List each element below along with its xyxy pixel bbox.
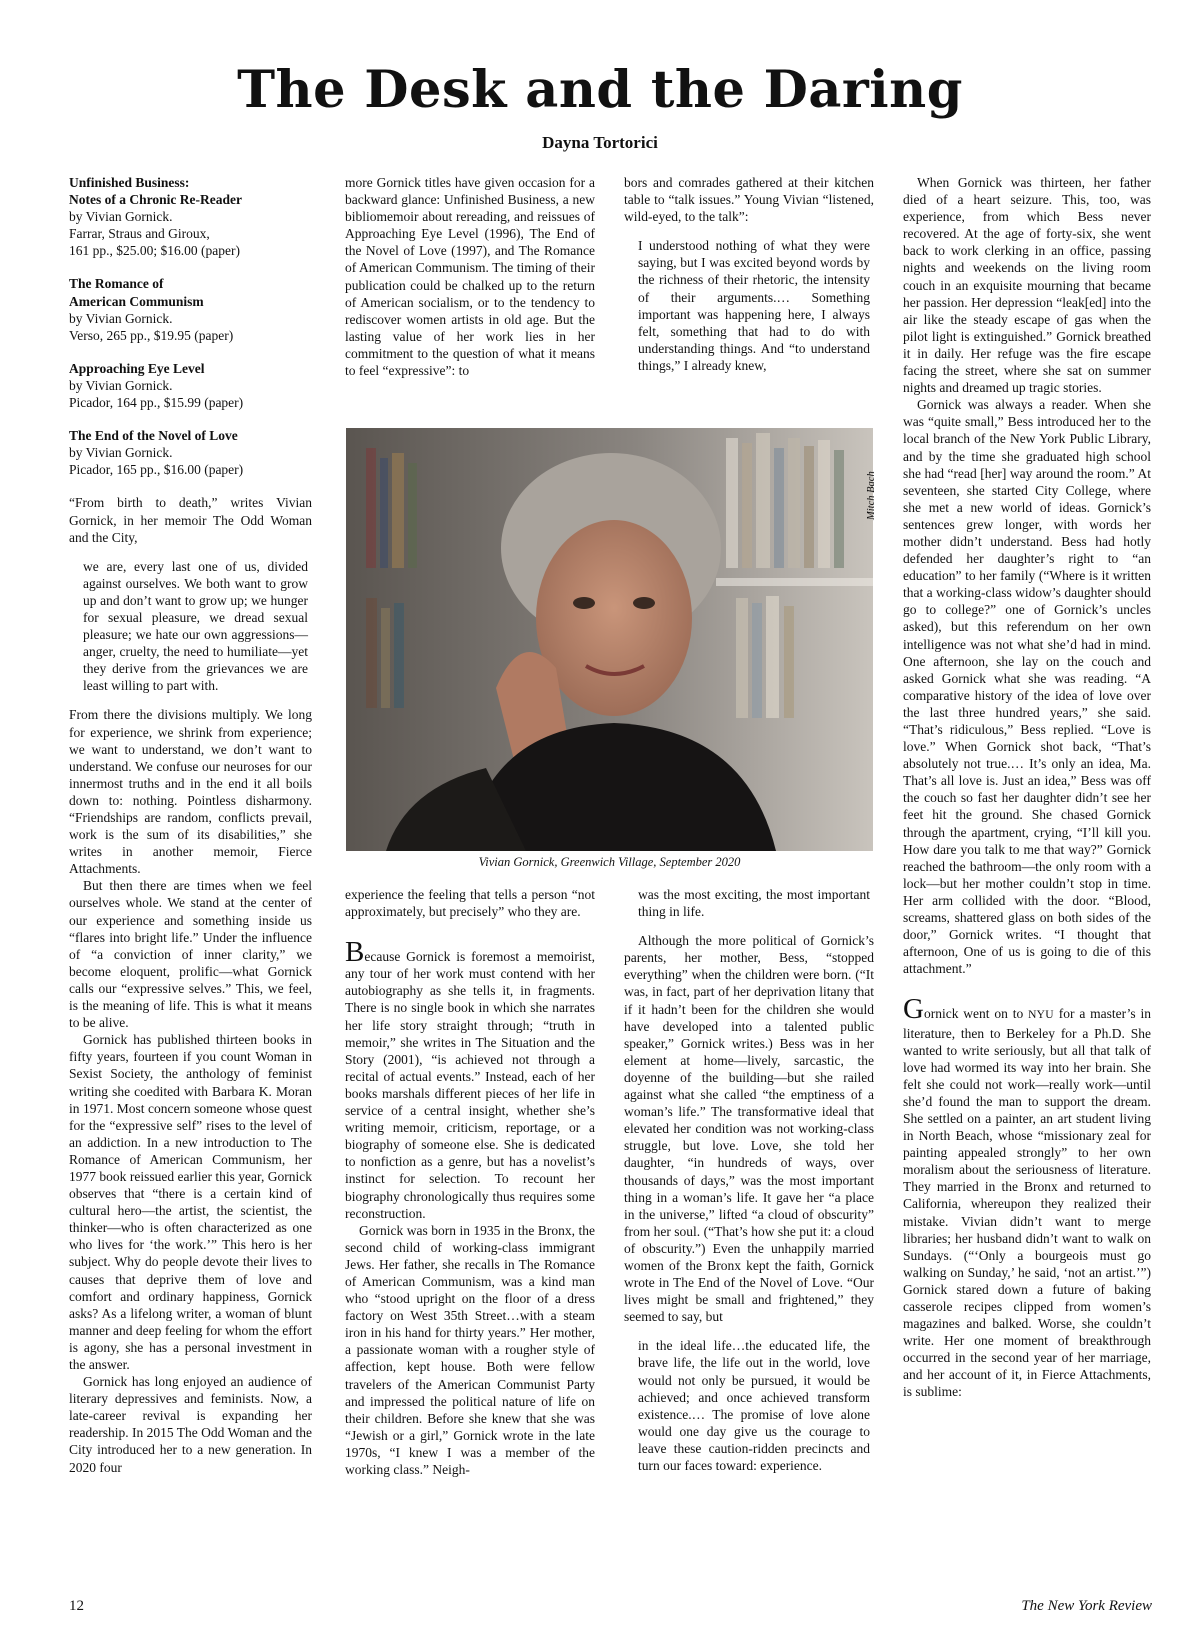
article-title: The Desk and the Daring bbox=[237, 60, 963, 120]
book-title: The End of the Novel of Love bbox=[69, 428, 238, 444]
column-2-top bbox=[345, 174, 595, 379]
book-details: 161 pp., $25.00; $16.00 (paper) bbox=[69, 243, 240, 259]
paragraph: When Gornick was thirteen, her father died of a heart seizure. This, too, was experience, from which Bess never recovered. At the age of forty-six, she went back to work clerking in an office, passing nights and weekends on the living room couch in an exquisite mourning that became her passion. Her depression “leak[ed] into the air like the steady escape of gas when the pilot light is extinguished.” Gornick breathed it in daily. Her refuge was the fire escape facing the street, where she sat on summer nights and dreamed up tragic stories. bbox=[903, 175, 1151, 396]
photo-credit: Mitch Bach bbox=[866, 471, 877, 520]
paragraph: experience the feeling that tells a person “not approximately, but precisely” who they are. bbox=[345, 887, 595, 920]
drop-cap: B bbox=[345, 936, 365, 969]
paragraph-with-dropcap bbox=[345, 936, 595, 1222]
block-quote: in the ideal life…the educated life, the brave life, the life out in the world, love would not only be pursued, it would be achieved; and once achieved transform existence.… The promise of love alone would one day give us the courage to leave these caution-ridden precincts and turn our faces toward: experience. bbox=[638, 1338, 870, 1473]
column-3-bottom bbox=[624, 886, 874, 1486]
book-subtitle: Notes of a Chronic Re-Reader bbox=[69, 192, 242, 208]
small-caps-text: NYU bbox=[1028, 1009, 1054, 1022]
paragraph-text: ornick went on to bbox=[923, 1006, 1029, 1022]
column-4 bbox=[903, 174, 1151, 1401]
portrait-illustration bbox=[346, 428, 873, 851]
paragraph: Gornick was born in 1935 in the Bronx, the second child of working-class immigrant Jews. Her father, she recalls in The Romance of American Communism, was a kind man who “stood upright on the floor of a dress factory on West 35th Street…with a steam iron in his hand for thirty years.” Her mother, a passionate woman with a rougher style of affection, kept house. Both were fellow travelers of the American Communist Party and impressed the political nature of life on their children. Before she knew that she was “Jewish or a girl,” Gornick wrote in the late 1970s, “I knew I was a member of the working class.” Neigh- bbox=[345, 1222, 595, 1477]
book-author: by Vivian Gornick. bbox=[69, 310, 173, 326]
book-details: Picador, 165 pp., $16.00 (paper) bbox=[69, 462, 244, 478]
journal-name: The New York Review bbox=[1021, 1598, 1152, 1614]
book-author: by Vivian Gornick. bbox=[69, 377, 173, 393]
paragraph: “From birth to death,” writes Vivian Gornick, in her memoir The Odd Woman and the City, bbox=[69, 495, 312, 545]
book-author: by Vivian Gornick. bbox=[69, 209, 173, 225]
author-photo bbox=[346, 428, 873, 851]
column-2-bottom bbox=[345, 886, 595, 1478]
article-author: Dayna Tortorici bbox=[542, 133, 658, 152]
paragraph: But then there are times when we feel ourselves whole. We stand at the center of our experience and something inside us “flares into bright life.” Under the influence of “a conviction of inner clarity,” we become eloquent, prolific—what Gornick calls our “expressive selves.” This, we feel, is the meaning of life. This is what it means to be alive. bbox=[69, 878, 312, 1031]
column-3-top bbox=[624, 174, 874, 386]
book-author: by Vivian Gornick. bbox=[69, 445, 173, 461]
paragraph: Gornick has published thirteen books in fifty years, fourteen if you count Woman in Sexist Society, the anthology of feminist writing she coedited with Barbara K. Moran in 1971. Most concern someone whose quest for the “expressive self” rises to the level of an addiction. In a new introduction to The Romance of American Communism, her 1977 book reissued earlier this year, Gornick observes that “there is a certain kind of cultural hero—the artist, the scientist, the thinker—who is often characterized as one who lives for ‘the work.’” This hero is her subject. Why do people devote their lives to causes that deprive them of love and comfort and ordinary happiness, Gornick asks? As a lifelong writer, a woman of blunt manner and deep feeling for whom the effort is agony, she has a personal investment in the answer. bbox=[69, 1032, 312, 1372]
page-number: 12 bbox=[69, 1598, 84, 1614]
book-publisher: Farrar, Straus and Giroux, bbox=[69, 226, 210, 242]
book-details: Picador, 164 pp., $15.99 (paper) bbox=[69, 395, 244, 411]
paragraph: Gornick has long enjoyed an audience of literary depressives and feminists. Now, a late-career revival is expanding her readership. In 2015 The Odd Woman and the City introduced her to a new generation. In 2020 four bbox=[69, 1374, 312, 1475]
book-listing bbox=[69, 275, 312, 343]
book-title: The Romance of bbox=[69, 276, 164, 292]
photo-caption: Vivian Gornick, Greenwich Village, September 2020 bbox=[478, 855, 741, 869]
book-title: Unfinished Business: bbox=[69, 175, 190, 190]
block-quote: we are, every last one of us, divided against ourselves. We both want to grow up and don’t want to grow up; we hunger for sexual pleasure, we dread sexual pleasure; we hate our own aggressions—anger, cruelty, the need to humiliate—yet they derive from the grievances we are least willing to part with. bbox=[83, 558, 308, 694]
paragraph: bors and comrades gathered at their kitchen table to “talk issues.” Young Vivian “listened, wild-eyed, to the talk”: bbox=[624, 175, 874, 225]
book-listing bbox=[69, 427, 312, 478]
book-listing bbox=[69, 174, 312, 259]
book-title: Approaching Eye Level bbox=[69, 360, 205, 376]
book-title-line2: American Communism bbox=[69, 293, 204, 309]
paragraph: Gornick was always a reader. When she was “quite small,” Bess introduced her to the local branch of the New York Public Library, and by the time she graduated high school she had “read [her] way around the room.” At seventeen, she started City College, where she met a new world of ideas. Gornick’s sentences grew longer, with words her mother didn’t understand. Bess had hotly defended her daughter’s right to “an education” to her family (“Where is it written that a working-class widow’s daughter should go to college?” one of Gornick’s uncles asked), but this referendum on her own intelligence was not what she’d had in mind. One afternoon, she lay on the couch and asked Gornick what she was reading. “A comparative history of the idea of love over the last three hundred years,” she said. “That’s ridiculous,” Bess replied. “Love is love.” When Gornick shot back, “That’s absolutely not true.… It’s only an idea, Ma. That’s all love is. Just an idea,” Bess was off the couch so fast her daughter didn’t see her feet hit the ground. She chased Gornick through the apartment, crying, “I’ll kill you. How dare you talk to me that way?” Gornick reached the bathroom—the only room with a lock—but her mother couldn’t stop in time. Her arm collided with the door. “Blood, screams, shattered glass on both sides of the door,” Gornick writes. “I thought that afternoon, One of us is going to die of this attachment.” bbox=[903, 397, 1151, 977]
book-details: Verso, 265 pp., $19.95 (paper) bbox=[69, 327, 234, 343]
column-1 bbox=[69, 174, 312, 1476]
paragraph: From there the divisions multiply. We long for experience, we shrink from experience; we want to understand, we don’t want to understand. We confuse our neuroses for our innermost truths and in the end it all boils down to: nothing. Pointless disharmony. “Friendships are random, conflicts prevail, work is the sum of its disabilities,” she writes in another memoir, Fierce Attachments. bbox=[69, 707, 312, 877]
block-quote: was the most exciting, the most important thing in life. bbox=[638, 887, 870, 920]
block-quote: I understood nothing of what they were saying, but I was excited beyond words by the richness of their rhetoric, the intensity of their arguments.… Something important was happening here, I always felt, something that had to do with understanding things. And “to understand things,” I already knew, bbox=[638, 238, 870, 373]
paragraph: Although the more political of Gornick’s parents, her mother, Bess, “stopped everything” when the children were born. (“It was, in fact, part of her deprivation litany that if it hadn’t been for the children she would have developed into a talented public speaker,” Gornick writes.) Bess was in her element at home—lively, sarcastic, the doyenne of the building—but she railed against what she called “the emptiness of a woman’s life.” The transformative ideal that elevated her condition was not working-class struggle, but love. Love, she told her daughter, “in hundreds of ways, over thousands of days,” was the most important thing in a woman’s life. It gave her “a place in the universe,” lifted “a cloud of obscurity” from her soul. (“That’s how she put it: a cloud of obscurity.”) Even the unhappily married women of the Bronx kept the faith, Gornick wrote in The End of the Novel of Love. “Our lives might be small and frightened,” they seemed to say, but bbox=[624, 933, 874, 1325]
drop-cap: G bbox=[903, 993, 924, 1026]
paragraph: more Gornick titles have given occasion for a backward glance: Unfinished Business, a new bibliomemoir about rereading, and reissues of Approaching Eye Level (1996), The End of the Novel of Love (1997), and The Romance of American Communism. The timing of their publication could be chalked up to the return of American socialism, or to the tendency to rediscover women artists in old age. But the lasting value of her work lies in her commitment to the question of what it means to feel “expressive”: to bbox=[345, 175, 595, 379]
paragraph-text: for a master’s in literature, then to Berkeley for a Ph.D. She wanted to write seriously, but all that talk of love had wormed its way into her brain. She felt she could not work—really work—until she’d found the man to support the dream. She settled on a painter, an art student living in North Beach, whose “missionary zeal for painting appealed strongly” to her own moralism about the seriousness of literature. They married in the Bronx and returned to California, whereupon they realized their mistake. Vivian didn’t want to merge libraries; her husband didn’t want to walk on Sundays. (“‘Only a bourgeois must go walking on Sunday,’ he said, ‘not an artist.’”) Gornick stared down a future of baking casserole recipes clipped from women’s magazines and balked. Worse, she couldn’t write. Her one moment of breakthrough occurred in the second year of her marriage, and her account of it, in Fierce Attachments, is sublime: bbox=[903, 1006, 1151, 1400]
book-listing bbox=[69, 360, 312, 411]
paragraph-with-dropcap bbox=[903, 993, 1151, 1400]
paragraph-text: ecause Gornick is foremost a memoirist, any tour of her work must contend with her autobiography as she tells it, in fragments. There is no single book in which she narrates her life story straight through; “truth in memoir,” she writes in The Situation and the Story (2001), “is achieved not through a recital of actual events.” Instead, each of her books marshals different pieces of her life in service of a central insight, whether she’s writing memoir, criticism, reportage, or a biography of someone else. She is dedicated to nonfiction as a genre, but has a novelist’s instinct for selection. To recount her biography chronologically thus requires some reconstruction. bbox=[345, 949, 595, 1221]
